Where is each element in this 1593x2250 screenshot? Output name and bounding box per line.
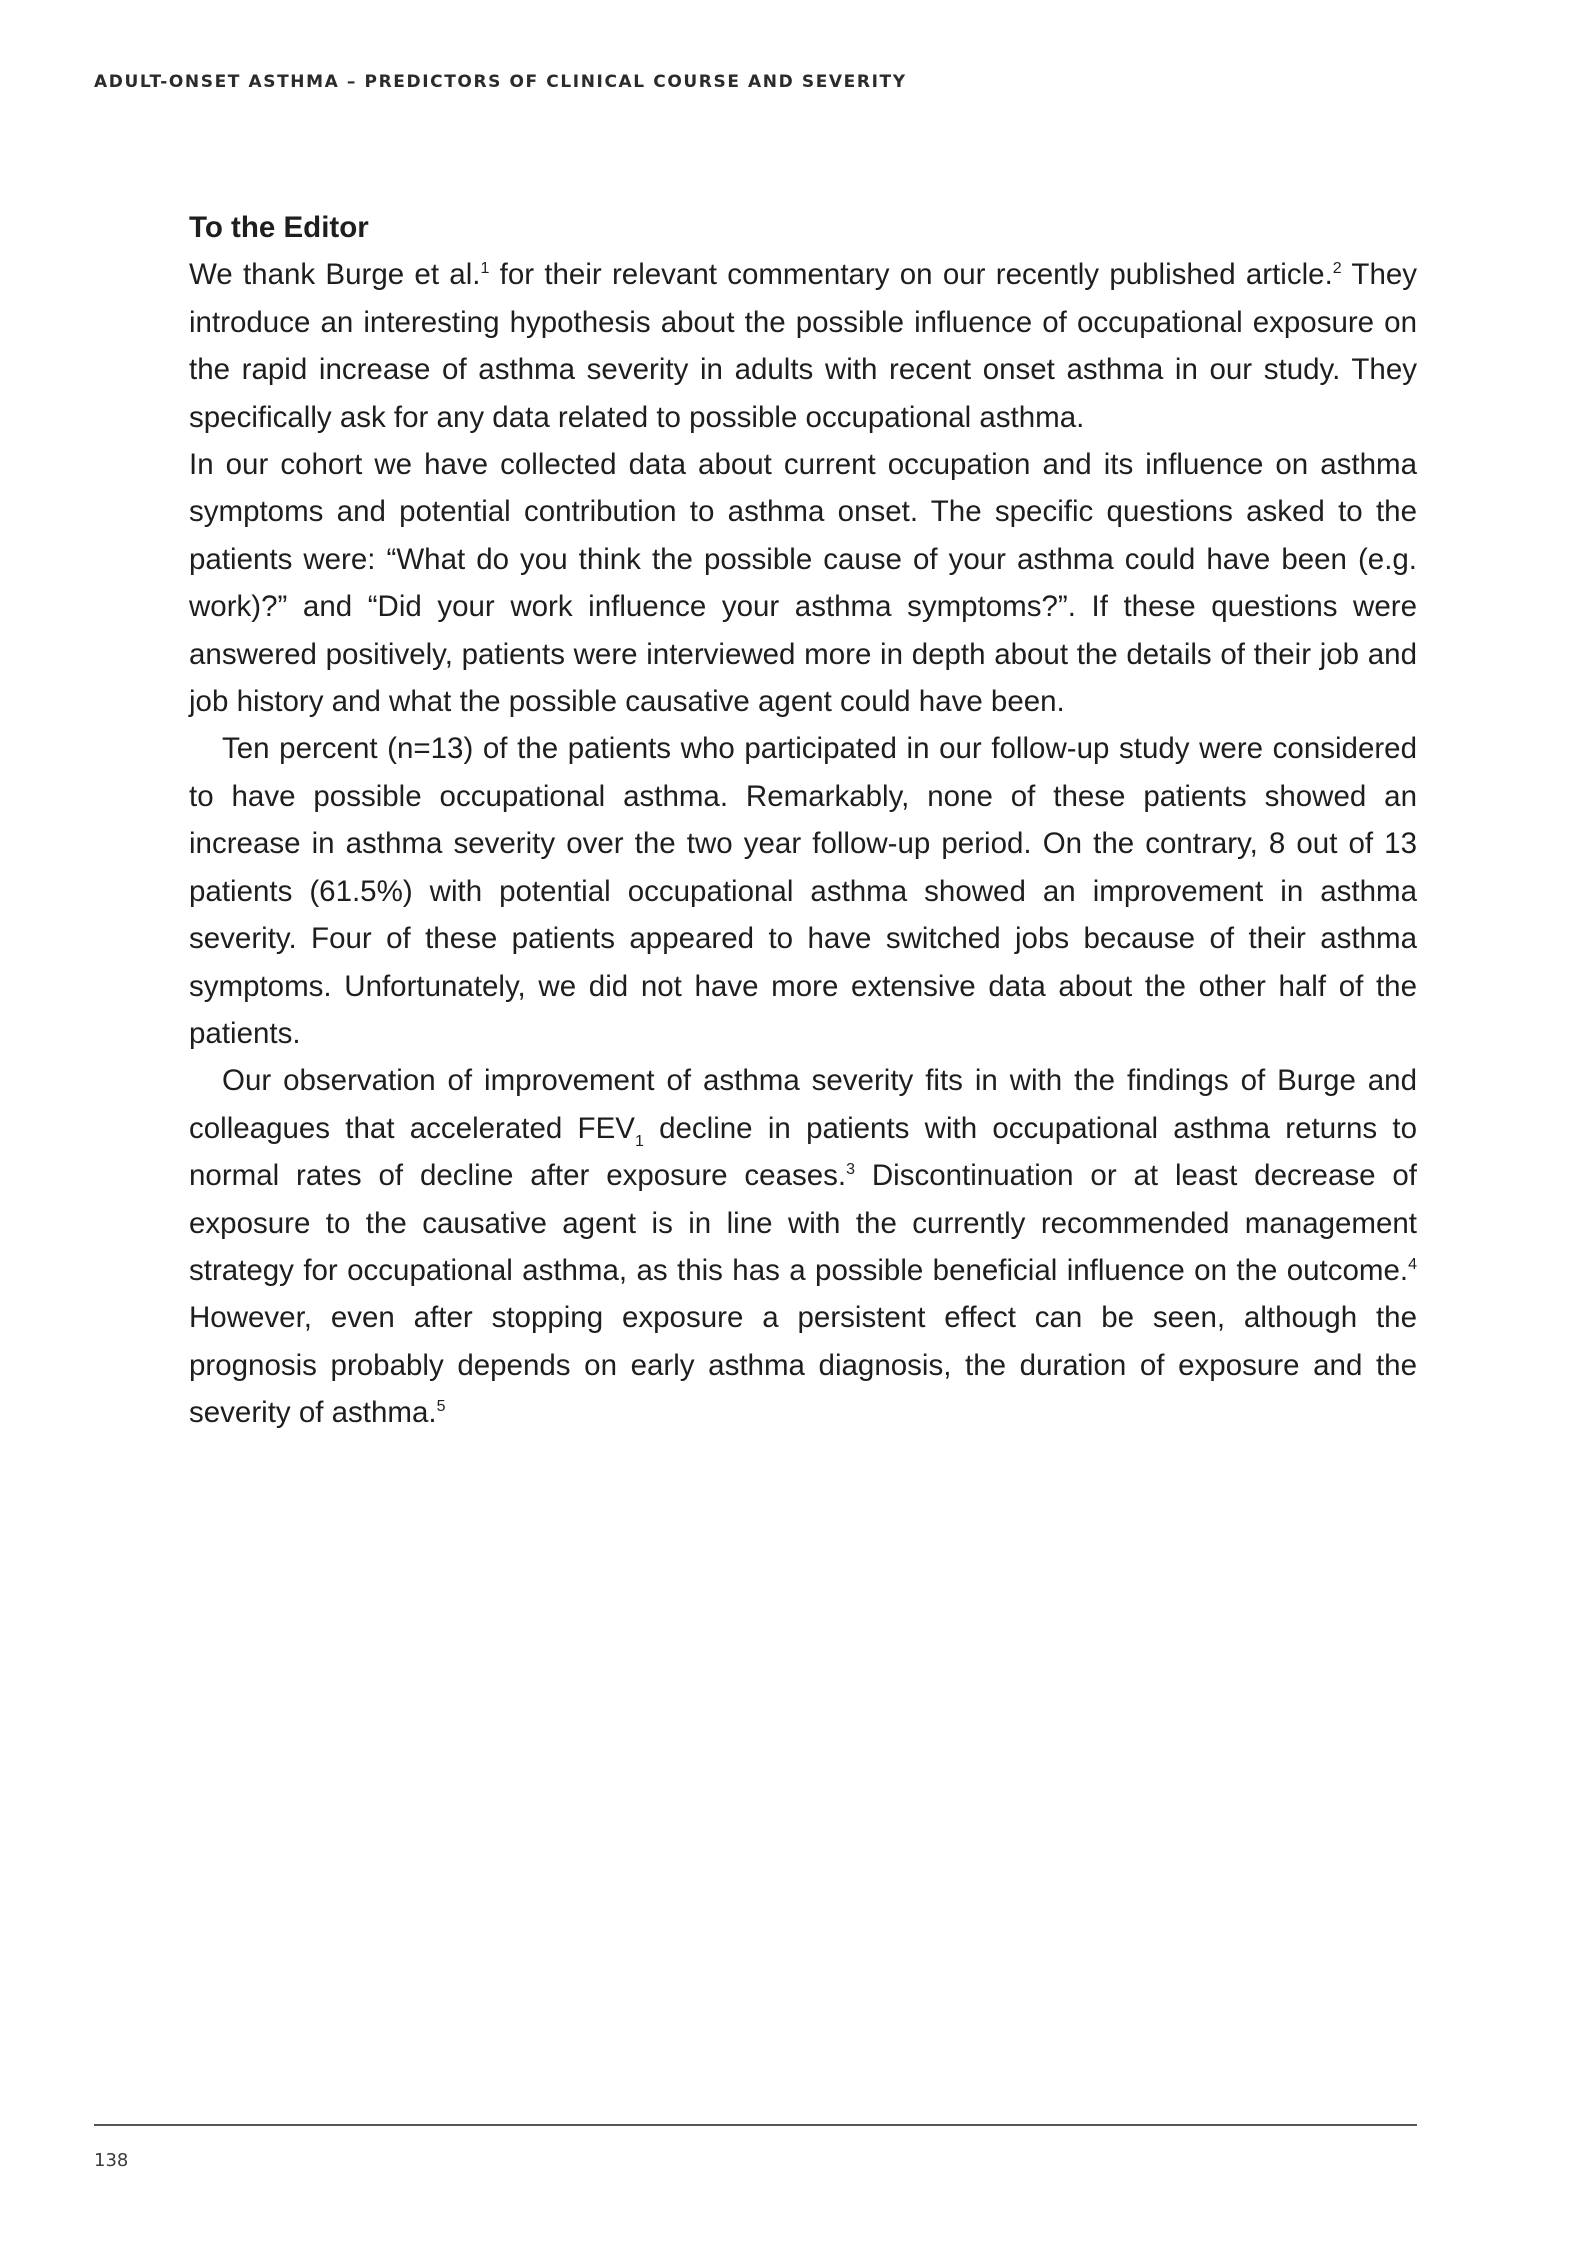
paragraph-3: Ten percent (n=13) of the patients who participated in our follow-up study were considered to have possible occupational asthma. Remarkably, none of these patients showed an increase in asthma severity over the two year follow-up period. On the contrary, 8 out of 13 patients (61.5%) with potential occupational asthma showed an improvement in asthma severity. Four of these patients appeared to have switched jobs because of their asthma symptoms. Unfortunately, we did not have more extensive data about the other half of the patients. [189,732,1417,1050]
fev-subscript: 1 [634,1132,644,1150]
paragraph-2: In our cohort we have collected data about current occupation and its influence on asthma symptoms and potential contribution to asthma onset. The specific questions asked to the patients were: “What do you think the possible cause of your asthma could have been (e.g. work)?” and “Did your work influence your asthma symptoms?”. If these questions were answered positively, patients were interviewed more in depth about the details of their job and job history and what the possible causative agent could have been. [189,448,1417,719]
citation-ref-1: 1 [480,260,490,278]
text-run: decline in patients with occupational asthma returns to normal rates of decline after exposure ceases. [189,1111,1417,1193]
letter-heading: To the Editor [189,211,369,244]
letter-body [189,204,1417,1437]
text-run: They introduce an interesting hypothesis about the possible influence of occupational exposure on the rapid increase of asthma severity in adults with recent onset asthma in our study. They specifically ask for any data related to possible occupational asthma. [189,258,1418,434]
footer-rule [94,2124,1417,2126]
citation-ref-3: 3 [846,1161,855,1179]
citation-ref-5: 5 [436,1398,446,1416]
text-run: We thank Burge et al. [189,258,481,292]
text-run: Our observation of improvement of asthma severity fits in with the findings of Burge and colleagues that accelerated FEV [189,1064,1417,1145]
citation-ref-4: 4 [1408,1255,1417,1273]
text-run: However, even after stopping exposure a persistent effect can be seen, although the prognosis probably depends on early asthma diagnosis, the duration of exposure and the severity of asthma. [189,1301,1417,1430]
citation-ref-2: 2 [1332,260,1342,278]
running-header: ADULT-ONSET ASTHMA – PREDICTORS OF CLINICAL COURSE AND SEVERITY [94,72,907,92]
paragraph-4 [189,1057,1417,1436]
paragraph-1 [189,251,1417,441]
page-number: 138 [94,2150,129,2171]
text-run: Discontinuation or at least decrease of exposure to the causative agent is in line with the currently recommended management strategy for occupational asthma, as this has a possible beneficial influence on the outcome. [189,1159,1417,1287]
text-run: for their relevant commentary on our recently published article. [489,258,1333,292]
